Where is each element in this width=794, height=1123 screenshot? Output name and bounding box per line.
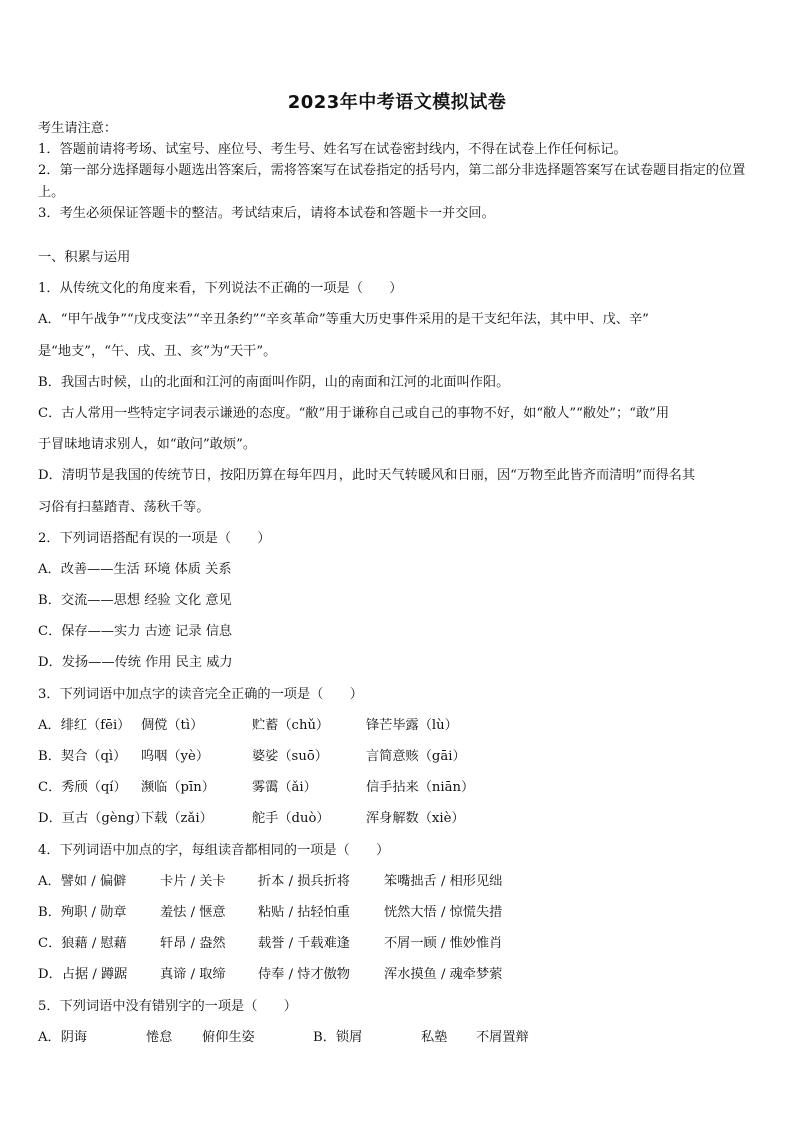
q3-term: C．秀颀（qí） (38, 780, 127, 796)
q4-term: A．譬如 / 偏僻 (38, 873, 127, 889)
section-heading: 一、积累与运用 (38, 250, 131, 265)
q4-term: C．狼藉 / 慰藉 (38, 936, 127, 952)
q4-term: 轩昂 / 盎然 (160, 936, 226, 952)
q4-term: 羞怯 / 惬意 (160, 904, 226, 920)
notice-item: 1．答题前请将考场、试室号、座位号、考生号、姓名写在试卷密封线内，不得在试卷上作任何标记。 (38, 142, 627, 158)
q3-term: A．绯红（fēi） (38, 717, 131, 733)
q3-term: 婆娑（suō） (252, 749, 328, 764)
q3-term: 言简意赅（gāi） (366, 749, 466, 764)
notice-item: 3．考生必须保证答题卡的整洁。考试结束后，请将本试卷和答题卡一并交回。 (38, 205, 495, 221)
q3-term: 濒临（pīn） (141, 780, 215, 796)
q3-option (38, 772, 760, 803)
notice-block (38, 118, 760, 224)
notice-heading: 考生请注意： (38, 121, 118, 136)
q1-option-d-cont: 习俗有扫墓踏青、荡秋千等。 (38, 499, 210, 515)
q1-option-c: C．古人常用一些特定字词表示谦逊的态度。“敝”用于谦称自己或自己的事物不好，如“敝人”“敝处”；“敢”用 (38, 405, 670, 421)
q3-term: B．契合（qì） (38, 749, 127, 764)
q5-term: A．阴诲 (38, 1029, 88, 1045)
q4-term: 笨嘴拙舌 / 相形见绌 (384, 873, 503, 889)
q5-term: B．锁屑 (313, 1029, 363, 1045)
q1-option-a: A．“甲午战争”“戊戌变法”“辛丑条约”“辛亥革命”等重大历史事件采用的是干支纪年法，其中甲、戊、辛” (38, 312, 649, 328)
q4-term: 恍然大悟 / 惊慌失措 (384, 904, 503, 920)
q3-option (38, 741, 760, 772)
q3-term: 下载（zǎi） (141, 811, 213, 827)
q4-term: 浑水摸鱼 / 魂牵梦萦 (384, 967, 503, 983)
q4-term: D．占据 / 蹲踞 (38, 967, 128, 983)
q3-stem: 3．下列词语中加点字的读音完全正确的一项是（ ） (38, 686, 363, 702)
q4-option (38, 897, 760, 928)
notice-item: 2．第一部分选择题每小题选出答案后，需将答案写在试卷指定的括号内，第二部分非选择题答案写在试卷题目指定的位置上。 (38, 163, 746, 200)
q2-option: D．发扬——传统 作用 民主 威力 (38, 655, 233, 671)
q5-term: 惓怠 (146, 1029, 173, 1045)
q3-term: 信手拈来（niān） (366, 780, 475, 796)
q3-term: 锋芒毕露（lù） (366, 717, 458, 733)
q4-term: 粘贴 / 拈轻怕重 (258, 904, 350, 920)
q4-term: 真谛 / 取缔 (160, 967, 226, 983)
questions (38, 242, 760, 1053)
q4-term: 折本 / 损兵折将 (258, 873, 350, 889)
q1-stem: 1．从传统文化的角度来看，下列说法不正确的一项是（ ） (38, 281, 403, 297)
q3-term: 浑身解数（xiè） (366, 811, 465, 827)
q5-option-row (38, 1022, 760, 1053)
q4-option (38, 959, 760, 990)
q4-option (38, 866, 760, 897)
q5-term: 私塾 (421, 1029, 448, 1045)
q4-term: 载誉 / 千载难逢 (258, 936, 350, 952)
q3-term: D．亘古（gèng） (38, 811, 148, 827)
q4-term: B．殉职 / 勋章 (38, 904, 127, 920)
q3-option (38, 710, 760, 741)
q3-term: 呜咽（yè） (141, 749, 210, 764)
q3-term: 舵手（duò） (252, 811, 330, 827)
q1-option-b: B．我国古时候，山的北面和江河的南面叫作阴，山的南面和江河的北面叫作阳。 (38, 374, 510, 390)
q3-term: 倜傥（tì） (141, 717, 204, 733)
q5-term: 俯仰生姿 (202, 1029, 255, 1045)
page-title: 2023年中考语文模拟试卷 (287, 92, 507, 113)
q1-option-c-cont: 于冒昧地请求别人，如“敢问”敢烦”。 (38, 437, 257, 453)
q1-option-a-cont: 是“地支”，“午、戌、丑、亥”为“天干”。 (38, 343, 277, 359)
q3-option (38, 803, 760, 834)
q5-stem: 5．下列词语中没有错别字的一项是（ ） (38, 998, 297, 1014)
q4-term: 不屑一顾 / 惟妙惟肖 (384, 936, 503, 952)
q2-option: C．保存——实力 古迹 记录 信息 (38, 624, 233, 640)
q3-term: 贮蓄（chǔ） (252, 717, 330, 733)
q5-term: 不屑置辩 (476, 1029, 529, 1045)
q2-stem: 2．下列词语搭配有误的一项是（ ） (38, 530, 271, 546)
q4-option (38, 928, 760, 959)
q4-term: 卡片 / 关卡 (160, 873, 226, 889)
q1-option-d: D．清明节是我国的传统节日，按阳历算在每年四月，此时天气转暖风和日丽，因“万物至此皆齐而清明”而得名其 (38, 468, 696, 484)
q4-term: 侍奉 / 恃才傲物 (258, 967, 350, 983)
q3-term: 雾霭（ǎi） (252, 780, 317, 796)
q2-option: B．交流——思想 经验 文化 意见 (38, 593, 232, 609)
q2-option: A．改善——生活 环境 体质 关系 (38, 561, 232, 577)
q4-stem: 4．下列词语中加点的字，每组读音都相同的一项是（ ） (38, 842, 390, 858)
